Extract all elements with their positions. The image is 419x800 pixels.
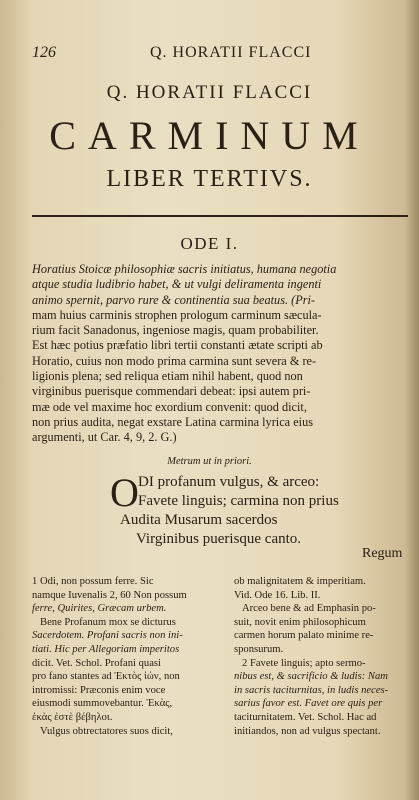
note-line: ἑκὰς ἐστὲ βέβηλοι. bbox=[32, 711, 113, 723]
running-title: Q. HORATII FLACCI bbox=[150, 44, 312, 61]
notes-right-column bbox=[234, 575, 410, 738]
summary-line: non prius audita, negat exstare Latina carmina lyrica eius bbox=[32, 414, 314, 429]
note-line: nibus est, & sacrificio & ludis: Nam bbox=[234, 671, 388, 683]
poem-line: Virginibus puerisque canto. bbox=[136, 531, 302, 547]
summary-line: virginibus puerisque commendari debeat: ipsi autem pri- bbox=[32, 384, 311, 399]
ode-summary bbox=[32, 262, 412, 446]
title-divider bbox=[32, 215, 408, 217]
note-line: eiusmodi summovebantur. Ἑκὰς, bbox=[32, 698, 173, 710]
note-line: sponsurum. bbox=[234, 643, 284, 655]
note-line: Vid. Ode 16. Lib. II. bbox=[234, 589, 321, 601]
summary-line: Est hæc potius præfatio libri tertii constanti ætate scripti ab bbox=[32, 338, 323, 353]
summary-line: rium facit Sanadonus, ingeniose magis, quam probabiliter. bbox=[32, 323, 319, 338]
summary-line: argumenti, ut Car. 4, 9, 2. G.) bbox=[32, 430, 177, 445]
note-line: suit, novit enim philosophicum bbox=[234, 616, 366, 628]
work-title: CARMINUM bbox=[49, 113, 370, 158]
note-line: namque Iuvenalis 2, 60 Non possum bbox=[32, 589, 187, 601]
note-line: pro fano stantes ad Ἐκτὸς ἰών, non bbox=[32, 671, 180, 683]
page-number: 126 bbox=[32, 44, 56, 61]
book-title: LIBER TERTIVS. bbox=[106, 166, 313, 192]
drop-cap: O bbox=[110, 470, 139, 515]
poem-line: Audita Musarum sacerdos bbox=[120, 512, 278, 528]
note-line: 2 Favete linguis; apto sermo- bbox=[242, 657, 366, 669]
summary-line: Horatio, cuius non modo prima carmina sunt severa & re- bbox=[32, 353, 317, 368]
author-title: Q. HORATII FLACCI bbox=[106, 82, 313, 103]
note-line: in sacris taciturnitas, in ludis neces- bbox=[234, 684, 389, 696]
running-head bbox=[32, 44, 399, 64]
note-line: Arceo bene & ad Emphasin po- bbox=[242, 603, 376, 615]
ode-heading: ODE I. bbox=[180, 234, 239, 253]
note-line: tiati. Hic per Allegoriam imperitos bbox=[32, 643, 180, 655]
note-line: carmen horum palato minime re- bbox=[234, 630, 374, 642]
note-line: taciturnitatem. Vet. Schol. Hac ad bbox=[234, 711, 377, 723]
summary-line: mam huius carminis strophen prologum carminum sæcula- bbox=[32, 307, 322, 322]
summary-line: mæ ode vel maxime hoc exordium convenit: quod dicit, bbox=[32, 399, 307, 414]
summary-line: Horatius Stoicæ philosophiæ sacris initiatus, humana negotia bbox=[32, 262, 337, 276]
note-line: dicit. Vet. Schol. Profani quasi bbox=[32, 657, 161, 669]
summary-line: atque studia ludibrio habet, & ut vulgi deliramenta ingenti bbox=[32, 277, 322, 292]
summary-line: animo spernit, parvo rure & continentia sua beatus. (Pri- bbox=[32, 292, 316, 307]
note-line: ferre, Quirites, Græcam urbem. bbox=[32, 603, 167, 615]
poem-line: DI profanum vulgus, & arceo: bbox=[138, 474, 320, 490]
note-line: Bene Profanum mox se dicturus bbox=[40, 616, 176, 628]
note-line: sarius favor est. Favet ore quis per bbox=[234, 698, 383, 710]
note-line: initiandos, non ad vulgus spectant. bbox=[234, 725, 381, 737]
catchword: Regum bbox=[362, 546, 403, 561]
note-line: ob malignitatem & imperitiam. bbox=[234, 576, 366, 587]
summary-line: ligionis plena; sed reliqua etiam nihil habent, quod non bbox=[32, 369, 303, 384]
note-line: intromissi: Præconis enim voce bbox=[32, 684, 166, 696]
notes-left-column bbox=[32, 575, 216, 738]
metrum-note: Metrum ut in priori. bbox=[167, 456, 252, 467]
poem-line: Favete linguis; carmina non prius bbox=[138, 493, 339, 509]
note-line: Sacerdotem. Profani sacris non ini- bbox=[32, 630, 183, 642]
note-line: Vulgus obtrectatores suos dicit, bbox=[40, 725, 173, 737]
note-line: 1 Odi, non possum ferre. Sic bbox=[32, 576, 154, 587]
